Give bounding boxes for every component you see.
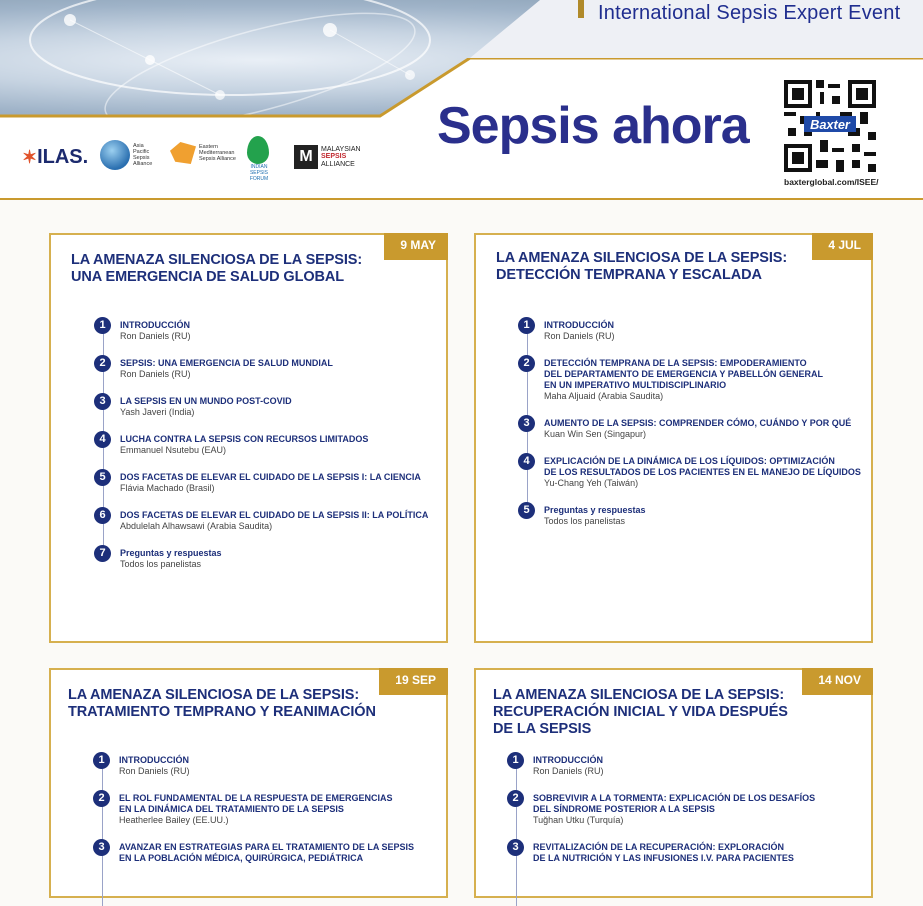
- agenda-item: 1 INTRODUCCIÓN Ron Daniels (RU): [94, 317, 434, 342]
- agenda-item: 2 SOBREVIVIR A LA TORMENTA: EXPLICACIÓN DE LOS DESAFÍOS DEL SÍNDROME POSTERIOR A LA SEPSIS Tuğhan Utku (Turquía): [507, 790, 857, 826]
- emsa-map-icon: [170, 142, 196, 164]
- msa-mark-icon: M: [294, 145, 318, 169]
- session-card-jul: [474, 233, 873, 643]
- session-date: 19 SEP: [379, 668, 448, 695]
- apsa-logo: Asia Pacific Sepsis Alliance: [100, 140, 161, 170]
- agenda-item: 4 EXPLICACIÓN DE LA DINÁMICA DE LOS LÍQUIDOS: OPTIMIZACIÓN DE LOS RESULTADOS DE LOS PACIENTES EN EL MANEJO DE LÍQUIDOS Yu-Chang Yeh (Taiwán): [518, 453, 863, 489]
- agenda-item: 3 REVITALIZACIÓN DE LA RECUPERACIÓN: EXPLORACIÓN DE LA NUTRICIÓN Y LAS INFUSIONES I.V. PARA PACIENTES: [507, 839, 857, 864]
- agenda-item: 7 Preguntas y respuestas Todos los panelistas: [94, 545, 434, 570]
- ilas-mark-icon: ✶: [22, 147, 38, 167]
- session-title: LA AMENAZA SILENCIOSA DE LA SEPSIS: TRATAMIENTO TEMPRANO Y REANIMACIÓN: [68, 687, 376, 720]
- page-title: Sepsis ahora: [437, 97, 749, 155]
- globe-icon: [100, 140, 130, 170]
- agenda-item: 1 INTRODUCCIÓN Ron Daniels (RU): [93, 752, 438, 777]
- agenda-item: 3 LA SEPSIS EN UN MUNDO POST-COVID Yash Javeri (India): [94, 393, 434, 418]
- emsa-logo: Eastern Mediterranean Sepsis Alliance: [170, 142, 239, 164]
- session-date: 9 MAY: [384, 233, 448, 260]
- drop-icon: [247, 136, 269, 164]
- session-title: LA AMENAZA SILENCIOSA DE LA SEPSIS: DETECCIÓN TEMPRANA Y ESCALADA: [496, 250, 788, 283]
- baxter-url-link[interactable]: baxterglobal.com/ISEE/: [784, 177, 879, 187]
- session-date: 14 NOV: [802, 668, 873, 695]
- header-banner: [0, 0, 923, 200]
- agenda-item: 3 AUMENTO DE LA SEPSIS: COMPRENDER CÓMO, CUÁNDO Y POR QUÉ Kuan Win Sen (Singapur): [518, 415, 863, 440]
- session-card-sep: [49, 668, 448, 898]
- session-date: 4 JUL: [812, 233, 873, 260]
- session-title: LA AMENAZA SILENCIOSA DE LA SEPSIS: UNA EMERGENCIA DE SALUD GLOBAL: [71, 252, 363, 285]
- agenda-item: 5 Preguntas y respuestas Todos los panelistas: [518, 502, 863, 527]
- session-card-may: [49, 233, 448, 643]
- svg-text:Baxter: Baxter: [810, 116, 850, 132]
- event-title: International Sepsis Expert Event: [598, 2, 901, 24]
- ilas-logo: ✶ILAS.: [22, 146, 89, 168]
- session-card-nov: [474, 668, 873, 898]
- agenda-item: 4 LUCHA CONTRA LA SEPSIS CON RECURSOS LIMITADOS Emmanuel Nsutebu (EAU): [94, 431, 434, 456]
- agenda-item: 1 INTRODUCCIÓN Ron Daniels (RU): [507, 752, 857, 777]
- session-title: LA AMENAZA SILENCIOSA DE LA SEPSIS: RECUPERACIÓN INICIAL Y VIDA DESPUÉS DE LA SEPSIS: [493, 687, 788, 737]
- agenda-item: 6 DOS FACETAS DE ELEVAR EL CUIDADO DE LA SEPSIS II: LA POLÍTICA Abdulelah Alhawsawi (Arabia Saudita): [94, 507, 434, 532]
- agenda-item: 2 SEPSIS: UNA EMERGENCIA DE SALUD MUNDIAL Ron Daniels (RU): [94, 355, 434, 380]
- agenda-item: 2 DETECCIÓN TEMPRANA DE LA SEPSIS: EMPODERAMIENTO DEL DEPARTAMENTO DE EMERGENCIA Y PABELLÓN GENERAL EN UN IMPERATIVO MULTIDISCIPLINARIO Maha Aljuaid (Arabia Saudita): [518, 355, 863, 402]
- isf-logo: INDIAN SEPSIS FORUM: [242, 136, 276, 182]
- agenda-item: 5 DOS FACETAS DE ELEVAR EL CUIDADO DE LA SEPSIS I: LA CIENCIA Flávia Machado (Brasil): [94, 469, 434, 494]
- agenda-item: 3 AVANZAR EN ESTRATEGIAS PARA EL TRATAMIENTO DE LA SEPSIS EN LA POBLACIÓN MÉDICA, QUIRÚRGICA, PEDIÁTRICA: [93, 839, 438, 864]
- qr-code-icon[interactable]: [784, 80, 876, 172]
- msa-logo: M MALAYSIAN SEPSIS ALLIANCE: [294, 145, 361, 169]
- agenda-item: 1 INTRODUCCIÓN Ron Daniels (RU): [518, 317, 863, 342]
- agenda-item: 2 EL ROL FUNDAMENTAL DE LA RESPUESTA DE EMERGENCIAS EN LA DINÁMICA DEL TRATAMIENTO DE LA SEPSIS Heatherlee Bailey (EE.UU.): [93, 790, 438, 826]
